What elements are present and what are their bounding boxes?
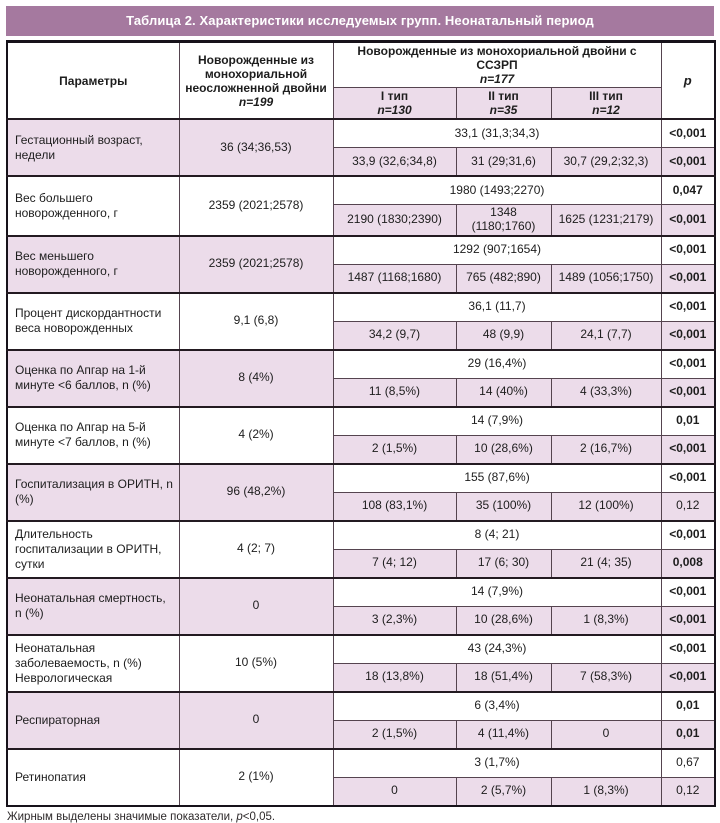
table-row [7, 350, 715, 379]
type3-value-cell: 1625 (1231;2179) [551, 205, 661, 236]
p-value-cell: 0,01 [661, 692, 715, 721]
type2-value-cell: 765 (482;890) [456, 264, 551, 293]
p-value-cell: 0,12 [661, 777, 715, 806]
p-value-cell: 0,01 [661, 407, 715, 436]
characteristics-table [6, 40, 716, 807]
overall-value-cell: 36,1 (11,7) [333, 293, 661, 322]
type2-value-cell: 35 (100%) [456, 492, 551, 521]
param-cell: Респираторная [7, 692, 179, 749]
type3-value-cell: 30,7 (29,2;32,3) [551, 148, 661, 177]
table-row [7, 464, 715, 493]
control-value-cell: 2359 (2021;2578) [179, 236, 333, 293]
table-row [7, 293, 715, 322]
type3-value-cell: 1 (8,3%) [551, 777, 661, 806]
overall-value-cell: 3 (1,7%) [333, 749, 661, 778]
type1-value-cell: 2 (1,5%) [333, 435, 456, 464]
param-cell: Процент дискордантности веса новорожденных [7, 293, 179, 350]
p-value-cell: <0,001 [661, 350, 715, 379]
param-cell: Оценка по Апгар на 1-й минуте <6 баллов, n (%) [7, 350, 179, 407]
type1-value-cell: 7 (4; 12) [333, 549, 456, 578]
type3-value-cell: 4 (33,3%) [551, 378, 661, 407]
table-row [7, 692, 715, 721]
type1-value-cell: 33,9 (32,6;34,8) [333, 148, 456, 177]
type2-value-cell: 48 (9,9) [456, 321, 551, 350]
p-value-cell: <0,001 [661, 521, 715, 550]
table-row [7, 119, 715, 148]
param-cell: Гестационный возраст, недели [7, 119, 179, 176]
p-value-cell: <0,001 [661, 464, 715, 493]
overall-value-cell: 1292 (907;1654) [333, 236, 661, 265]
overall-value-cell: 8 (4; 21) [333, 521, 661, 550]
col-header-type3 [551, 88, 661, 120]
col-header-type1 [333, 88, 456, 120]
type2-value-cell: 10 (28,6%) [456, 435, 551, 464]
overall-value-cell: 43 (24,3%) [333, 635, 661, 664]
p-value-cell: 0,008 [661, 549, 715, 578]
control-value-cell: 4 (2%) [179, 407, 333, 464]
type2-value-cell: 1348 (1180;1760) [456, 205, 551, 236]
col-header-control-group [179, 42, 333, 120]
overall-value-cell: 155 (87,6%) [333, 464, 661, 493]
p-value-cell: <0,001 [661, 435, 715, 464]
p-value-cell: <0,001 [661, 378, 715, 407]
overall-value-cell: 14 (7,9%) [333, 407, 661, 436]
type1-value-cell: 2 (1,5%) [333, 720, 456, 749]
param-cell: Вес большего новорожденного, г [7, 176, 179, 236]
sszrp-group-label: Новорожденные из монохориальной двойни с ССЗРП [357, 44, 637, 72]
type1-value-cell: 2190 (1830;2390) [333, 205, 456, 236]
type2-value-cell: 31 (29;31,6) [456, 148, 551, 177]
table-row [7, 407, 715, 436]
param-cell: Госпитализация в ОРИТН, n (%) [7, 464, 179, 521]
type2-value-cell: 17 (6; 30) [456, 549, 551, 578]
table-title: Таблица 2. Характеристики исследуемых групп. Неонатальный период [6, 6, 714, 36]
control-value-cell: 4 (2; 7) [179, 521, 333, 578]
p-value-cell: <0,001 [661, 663, 715, 692]
control-value-cell: 8 (4%) [179, 350, 333, 407]
p-value-cell: <0,001 [661, 578, 715, 607]
p-value-cell: <0,001 [661, 264, 715, 293]
col-header-type2 [456, 88, 551, 120]
type1-value-cell: 1487 (1168;1680) [333, 264, 456, 293]
p-value-cell: <0,001 [661, 293, 715, 322]
type2-label: II тип [488, 89, 519, 103]
table-row [7, 578, 715, 607]
type2-n: n=35 [489, 103, 518, 117]
p-value-cell: <0,001 [661, 148, 715, 177]
overall-value-cell: 14 (7,9%) [333, 578, 661, 607]
control-value-cell: 36 (34;36,53) [179, 119, 333, 176]
type3-value-cell: 7 (58,3%) [551, 663, 661, 692]
control-group-label: Новорожденные из монохориальной неосложненной двойни [185, 52, 327, 95]
control-group-n: n=199 [238, 94, 274, 109]
p-value-cell: <0,001 [661, 119, 715, 148]
control-value-cell: 96 (48,2%) [179, 464, 333, 521]
footnote-threshold: <0,05. [242, 810, 276, 823]
control-value-cell: 9,1 (6,8) [179, 293, 333, 350]
table-row [7, 236, 715, 265]
p-value-cell: 0,01 [661, 720, 715, 749]
sszrp-group-n: n=177 [479, 72, 515, 86]
type2-value-cell: 10 (28,6%) [456, 606, 551, 635]
type1-label: I тип [380, 89, 409, 103]
p-value-cell: <0,001 [661, 236, 715, 265]
table-row [7, 521, 715, 550]
table-row [7, 635, 715, 664]
footnote-text: Жирным выделены значимые показатели, [7, 810, 237, 823]
header-row-main [7, 42, 715, 88]
table-row [7, 749, 715, 778]
type1-value-cell: 18 (13,8%) [333, 663, 456, 692]
type1-value-cell: 108 (83,1%) [333, 492, 456, 521]
type3-value-cell: 21 (4; 35) [551, 549, 661, 578]
type1-value-cell: 11 (8,5%) [333, 378, 456, 407]
p-value-cell: <0,001 [661, 606, 715, 635]
overall-value-cell: 6 (3,4%) [333, 692, 661, 721]
p-value-cell: <0,001 [661, 321, 715, 350]
col-header-sszrp-group [333, 42, 661, 88]
type2-value-cell: 2 (5,7%) [456, 777, 551, 806]
param-cell: Ретинопатия [7, 749, 179, 806]
type3-value-cell: 2 (16,7%) [551, 435, 661, 464]
type2-value-cell: 14 (40%) [456, 378, 551, 407]
type1-value-cell: 0 [333, 777, 456, 806]
control-value-cell: 2359 (2021;2578) [179, 176, 333, 236]
param-cell: Оценка по Апгар на 5-й минуте <7 баллов, n (%) [7, 407, 179, 464]
type1-value-cell: 3 (2,3%) [333, 606, 456, 635]
type1-value-cell: 34,2 (9,7) [333, 321, 456, 350]
table-row [7, 176, 715, 205]
col-header-p: p [661, 42, 715, 120]
overall-value-cell: 29 (16,4%) [333, 350, 661, 379]
footnote-p-symbol: p [236, 810, 243, 823]
param-cell: Длительность госпитализации в ОРИТН, сутки [7, 521, 179, 578]
control-value-cell: 0 [179, 578, 333, 635]
col-header-parameters: Параметры [7, 42, 179, 120]
param-cell: Неонатальная смертность, n (%) [7, 578, 179, 635]
p-value-cell: <0,001 [661, 205, 715, 236]
param-cell: Неонатальная заболеваемость, n (%) Неврологическая [7, 635, 179, 692]
type3-label: III тип [589, 89, 623, 103]
p-value-cell: 0,67 [661, 749, 715, 778]
type3-value-cell: 12 (100%) [551, 492, 661, 521]
control-value-cell: 2 (1%) [179, 749, 333, 806]
type2-value-cell: 4 (11,4%) [456, 720, 551, 749]
overall-value-cell: 1980 (1493;2270) [333, 176, 661, 205]
overall-value-cell: 33,1 (31,3;34,3) [333, 119, 661, 148]
control-value-cell: 0 [179, 692, 333, 749]
p-value-cell: <0,001 [661, 635, 715, 664]
p-value-cell: 0,047 [661, 176, 715, 205]
type2-value-cell: 18 (51,4%) [456, 663, 551, 692]
param-cell: Вес меньшего новорожденного, г [7, 236, 179, 293]
type3-value-cell: 1 (8,3%) [551, 606, 661, 635]
type3-value-cell: 1489 (1056;1750) [551, 264, 661, 293]
footnote [6, 811, 714, 823]
type3-n: n=12 [592, 103, 620, 117]
type3-value-cell: 0 [551, 720, 661, 749]
type3-value-cell: 24,1 (7,7) [551, 321, 661, 350]
p-value-cell: 0,12 [661, 492, 715, 521]
type1-n: n=130 [377, 103, 412, 117]
control-value-cell: 10 (5%) [179, 635, 333, 692]
